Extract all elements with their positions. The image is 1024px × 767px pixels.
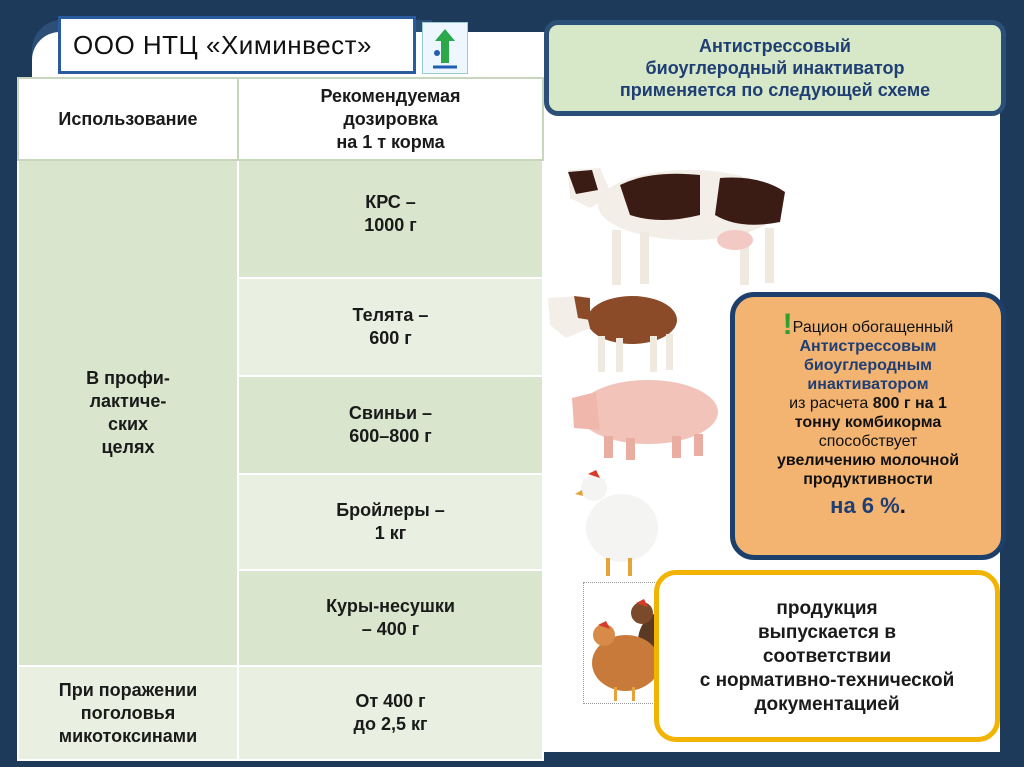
compliance-box: продукция выпускается в соответствии с нормативно-технической документацией (654, 570, 1000, 742)
exclamation-icon: ! (782, 308, 793, 341)
broiler-image (575, 470, 658, 576)
dose-laying-hens: Куры-несушки – 400 г (238, 570, 543, 666)
company-name: ООО НТЦ «Химинвест» (73, 29, 372, 60)
group-prophylactic-label: В профи- лактиче- ских целях (18, 160, 238, 666)
scheme-box: Антистрессовый биоуглеродный инактиватор применяется по следующей схеме (544, 20, 1006, 116)
col-dosage-header: Рекомендуемая дозировка на 1 т корма (238, 78, 543, 160)
group-mycotoxin-label: При поражении поголовья микотоксинами (18, 666, 238, 760)
dose-cattle: КРС – 1000 г (238, 160, 543, 278)
dose-broilers: Бройлеры – 1 кг (238, 474, 543, 570)
ration-info-box: !Рацион обогащенный Антистрессовым биоуглеродным инактиватором из расчета 800 г на 1 тонну комбикорма способствует увеличению молочной продуктивности на 6 %. (730, 292, 1006, 560)
col-usage-header: Использование (18, 78, 238, 160)
pig-image (572, 380, 718, 460)
cow-image (568, 168, 785, 285)
calf-image (548, 296, 677, 372)
dose-pigs: Свиньи – 600–800 г (238, 376, 543, 474)
dose-mycotoxin: От 400 г до 2,5 кг (238, 666, 543, 760)
dose-calves: Телята – 600 г (238, 278, 543, 376)
